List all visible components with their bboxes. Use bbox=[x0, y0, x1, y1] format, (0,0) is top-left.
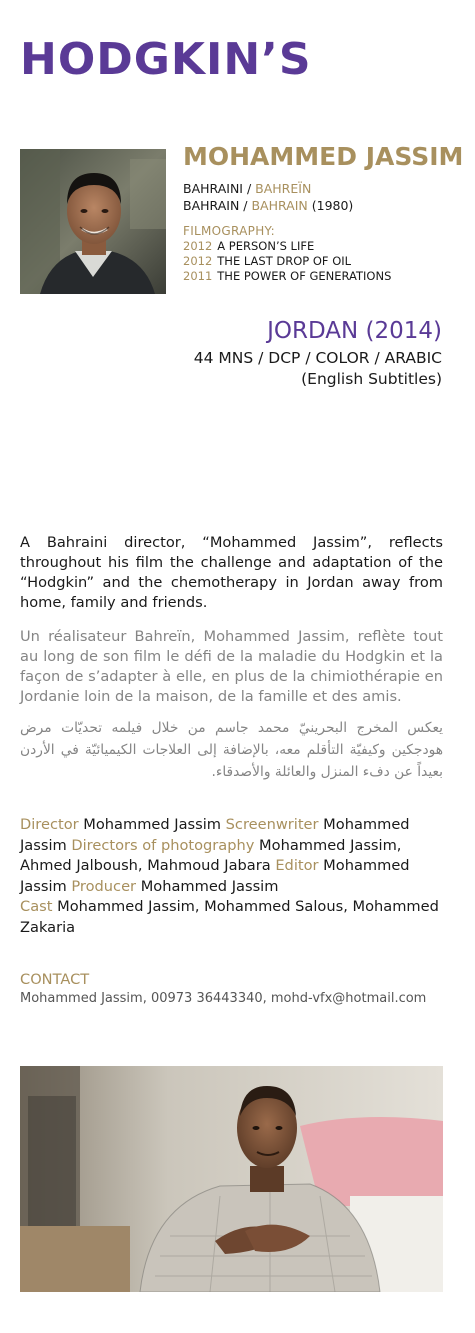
director-name: MOHAMMED JASSIM bbox=[183, 142, 464, 171]
separator: / bbox=[242, 181, 256, 196]
director-portrait bbox=[20, 149, 166, 294]
filmography-title: THE POWER OF GENERATIONS bbox=[217, 269, 392, 283]
birth-fr: BAHRAIN bbox=[251, 198, 308, 213]
filmography-item bbox=[183, 254, 391, 269]
credits-block bbox=[20, 815, 445, 938]
contact-label: CONTACT bbox=[20, 971, 90, 988]
film-subtitles: (English Subtitles) bbox=[301, 370, 442, 388]
filmography-title: A PERSON’S LIFE bbox=[217, 239, 315, 253]
nationality-line bbox=[183, 180, 353, 197]
nationality-en: BAHRAINI bbox=[183, 181, 243, 196]
nationality-fr: BAHREÏN bbox=[255, 181, 312, 196]
filmography-title: THE LAST DROP OF OIL bbox=[217, 254, 352, 268]
filmography-year: 2011 bbox=[183, 269, 213, 283]
filmography-year: 2012 bbox=[183, 239, 213, 253]
synopsis-english: A Bahraini director, “Mohammed Jassim”, reflects throughout his film the challenge and adaptation of the “Hodgkin” and the chemotherapy in Jordan away from home, family and friends. bbox=[20, 534, 443, 611]
filmography-list bbox=[183, 239, 391, 284]
credit-label-director: Director bbox=[20, 816, 79, 833]
synopsis-french: Un réalisateur Bahreïn, Mohammed Jassim, reflète tout au long de son film le défi de la maladie du Hodgkin et la façon de s’adapter à elle, en plus de la chimiothérapie en Jordanie loin de la maison, de la famille et des amis. bbox=[20, 628, 443, 705]
synopsis-arabic: يعكس المخرج البحرينيّ محمد جاسم من خلال فيلمه تحديّات مرض هودجكين وكيفيّة التأقلم معه، بالإضافة إلى العلاجات الكيميائيّة في الأردن بعيداً عن دفء المنزل والعائلة والأصدقاء. bbox=[20, 720, 443, 780]
birth-year: (1980) bbox=[307, 198, 354, 213]
credit-label-screenwriter: Screenwriter bbox=[225, 816, 319, 833]
credit-screenwriter: Mohammed Jassim bbox=[20, 816, 410, 854]
credit-producer: Mohammed Jassim bbox=[140, 877, 279, 895]
film-country-year: JORDAN (2014) bbox=[267, 318, 442, 344]
filmography-year: 2012 bbox=[183, 254, 213, 268]
credit-director: Mohammed Jassim bbox=[83, 816, 222, 833]
film-still bbox=[20, 1066, 443, 1292]
filmography-label: FILMOGRAPHY: bbox=[183, 224, 275, 238]
filmography-item bbox=[183, 239, 391, 254]
film-title: HODGKIN’S bbox=[20, 34, 312, 85]
birth-en: BAHRAIN bbox=[183, 198, 240, 213]
film-specs bbox=[194, 348, 442, 390]
director-bio bbox=[183, 180, 353, 214]
credit-label-cast: Cast bbox=[20, 898, 53, 915]
separator: / bbox=[239, 198, 252, 213]
filmography-item bbox=[183, 269, 391, 284]
contact-info: Mohammed Jassim, 00973 36443340, mohd-vfx@hotmail.com bbox=[20, 991, 427, 1006]
credit-label-producer: Producer bbox=[71, 877, 137, 895]
birth-line bbox=[183, 197, 353, 214]
credit-editor: Mohammed Jassim bbox=[20, 857, 410, 895]
credit-label-photography: Directors of photography bbox=[71, 836, 255, 854]
film-tech-specs: 44 MNS / DCP / COLOR / ARABIC bbox=[193, 349, 442, 367]
credit-cast: Mohammed Jassim, Mohammed Salous, Mohammed Zakaria bbox=[20, 898, 439, 936]
credit-photography: Mohammed Jassim, Ahmed Jalboush, Mahmoud Jabara bbox=[20, 836, 402, 874]
credit-label-editor: Editor bbox=[275, 857, 319, 874]
